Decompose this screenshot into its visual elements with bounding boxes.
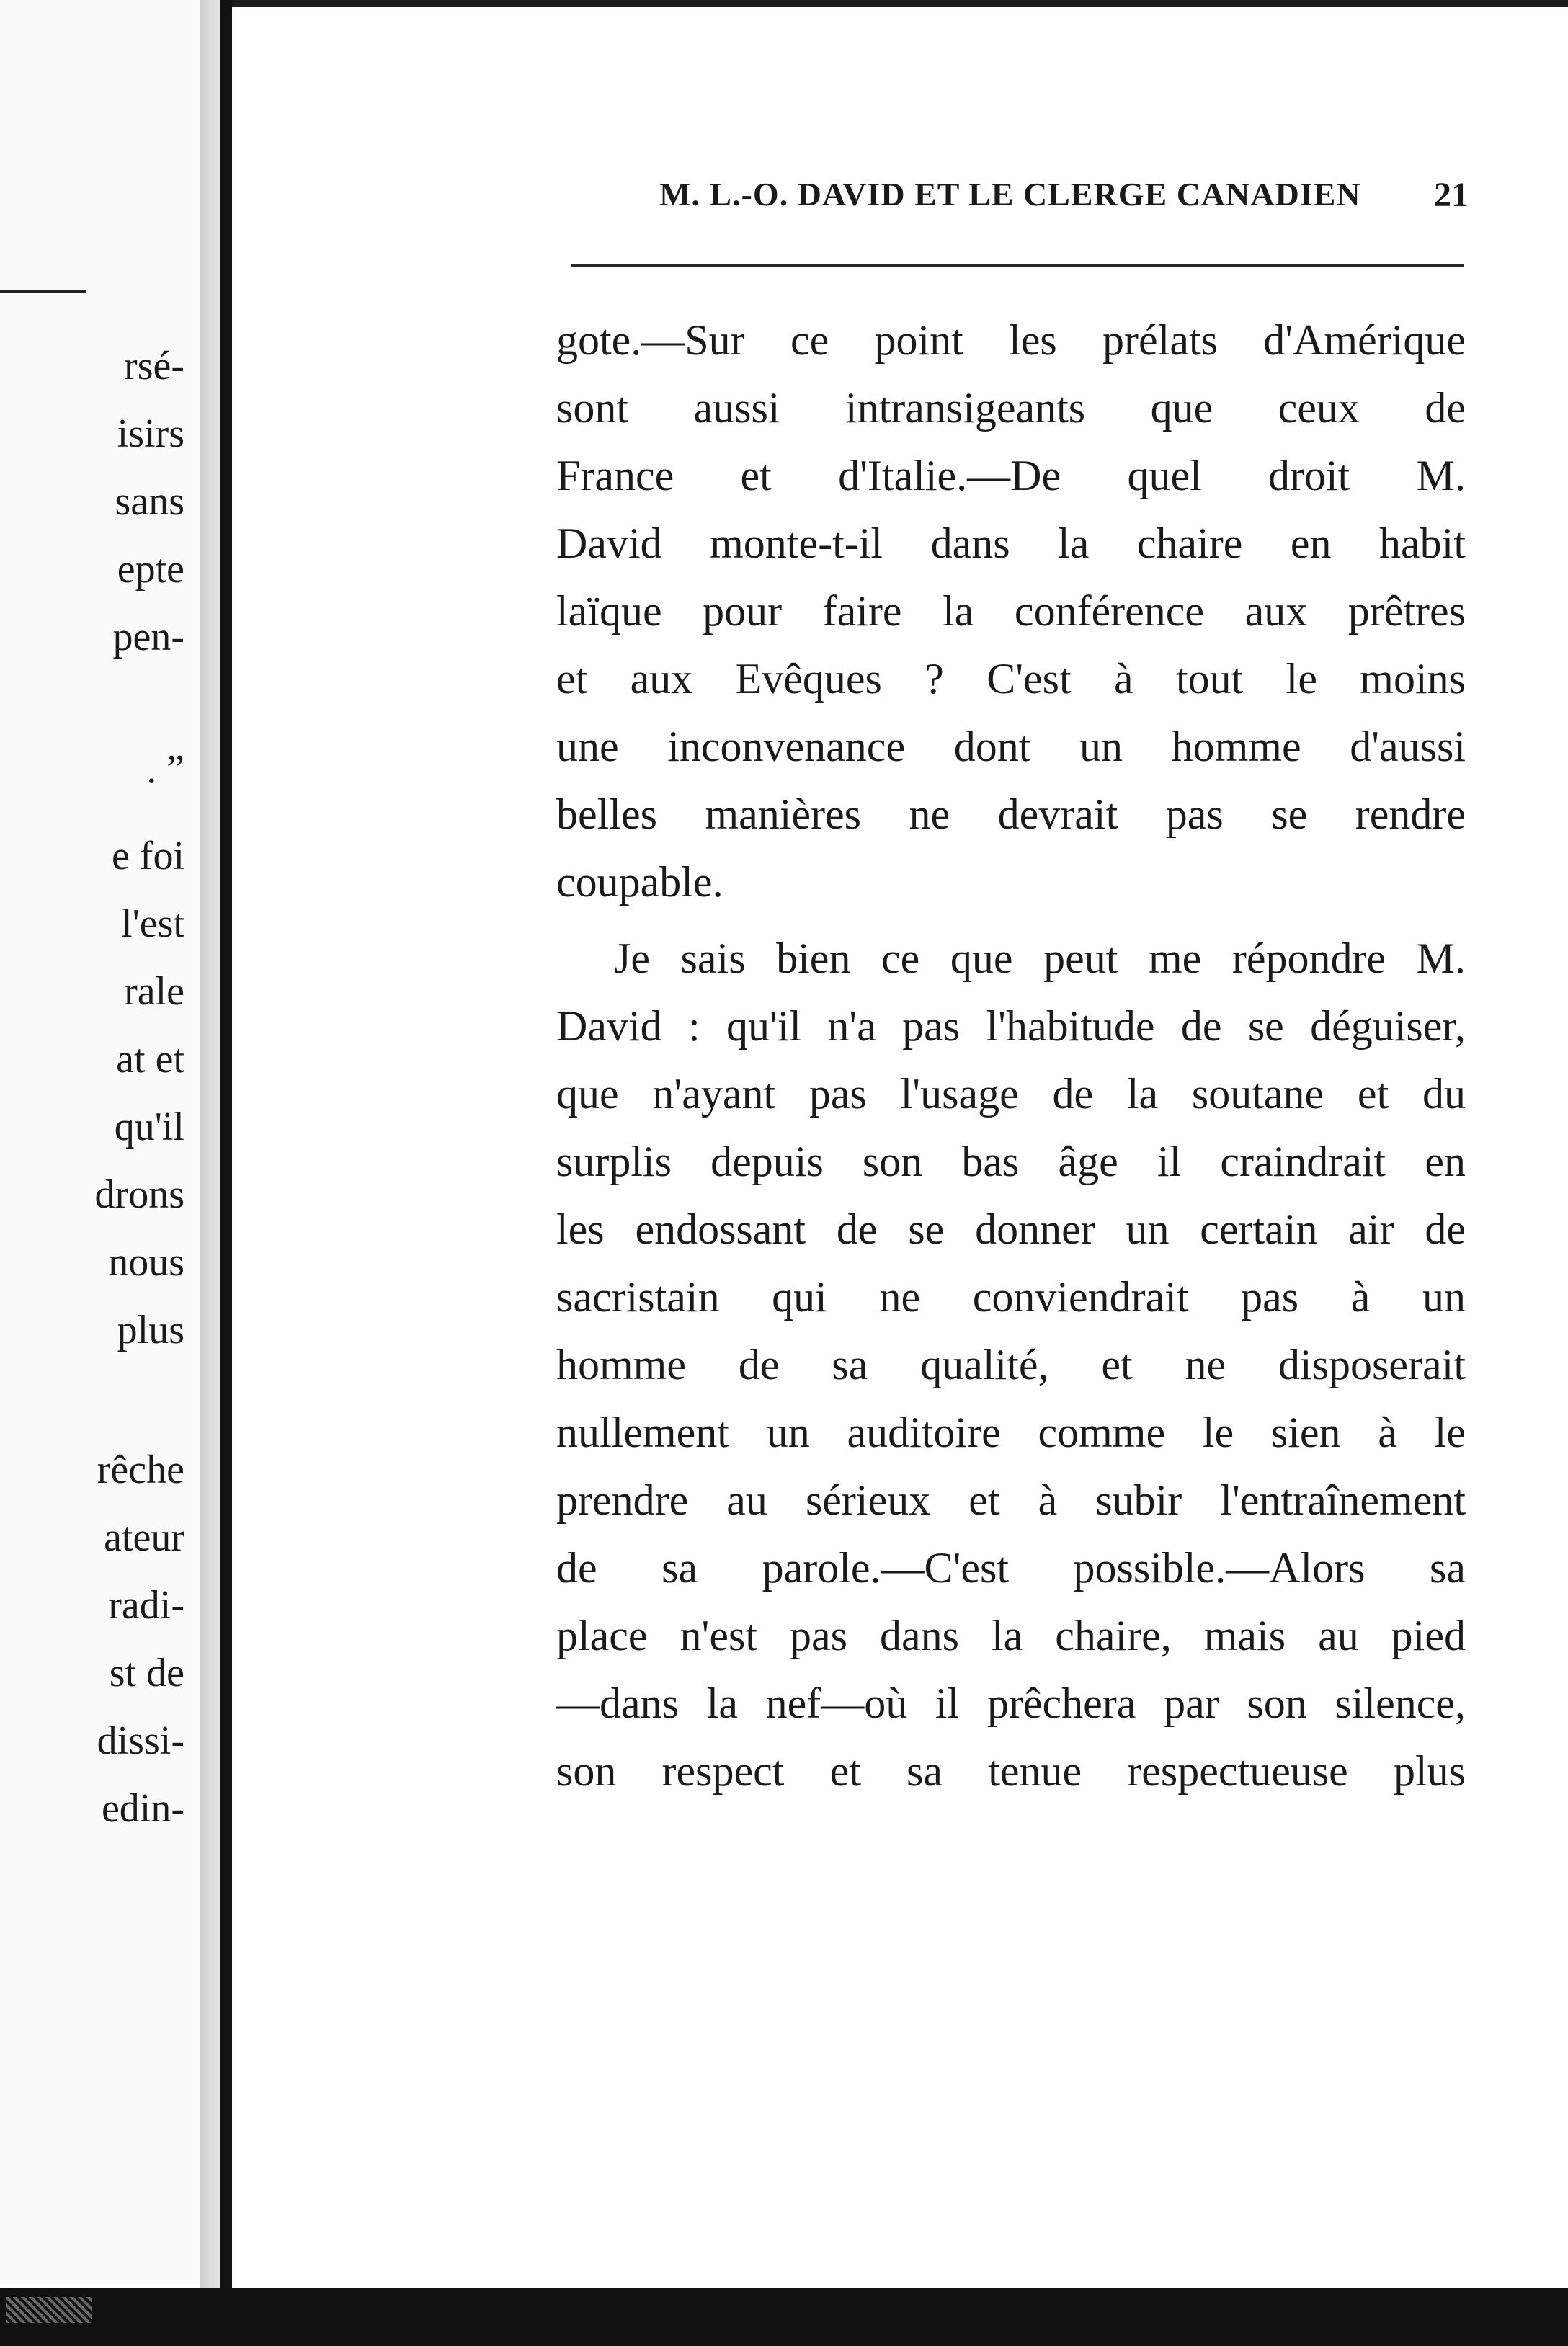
body-line: belles manières ne devrait pas se rendre [556, 790, 1466, 838]
left-page-line: plus [117, 1308, 184, 1352]
left-page-line: at et [116, 1037, 184, 1081]
running-head-title: M. L.-O. DAVID ET LE CLERGE CANADIEN [659, 176, 1361, 213]
left-page-line: epte [117, 547, 184, 592]
body-line: David : qu'il n'a pas l'habitude de se déguiser, [556, 1002, 1466, 1050]
left-page-line: rsé- [124, 344, 184, 388]
left-page-line: rêche [97, 1448, 184, 1492]
book-spine [220, 0, 232, 2288]
left-page-line: dissi- [97, 1718, 184, 1763]
body-line: sont aussi intransigeants que ceux de [556, 384, 1466, 432]
body-line: coupable. [556, 858, 723, 906]
body-line: Je sais bien ce que peut me répondre M. [614, 935, 1466, 982]
left-page-line: edin- [101, 1786, 184, 1831]
left-page-line: . ” [146, 747, 184, 792]
left-page-line: pen- [112, 615, 184, 659]
left-facing-page [0, 0, 200, 2284]
body-line: une inconvenance dont un homme d'aussi [556, 723, 1466, 770]
left-page-line: st de [109, 1651, 184, 1695]
body-line: les endossant de se donner un certain air de [556, 1205, 1466, 1253]
left-page-line: nous [108, 1240, 184, 1285]
scan-pattern [6, 2297, 92, 2323]
left-page-line: qu'il [114, 1105, 184, 1149]
body-line: surplis depuis son bas âge il craindrait en [556, 1138, 1466, 1185]
body-line: son respect et sa tenue respectueuse plus [556, 1747, 1466, 1795]
body-line: nullement un auditoire comme le sien à le [556, 1409, 1466, 1456]
body-line: France et d'Italie.—De quel droit M. [556, 452, 1466, 499]
left-page-line: isirs [117, 411, 184, 456]
body-line: —dans la nef—où il prêchera par son silence, [556, 1680, 1466, 1727]
page-number: 21 [1434, 176, 1469, 214]
body-line: sacristain qui ne conviendrait pas à un [556, 1273, 1466, 1321]
main-page [232, 7, 1568, 2288]
body-line: et aux Evêques ? C'est à tout le moins [556, 655, 1466, 703]
left-page-line: ateur [104, 1515, 184, 1560]
body-line: homme de sa qualité, et ne disposerait [556, 1341, 1466, 1388]
left-page-line: radi- [108, 1583, 184, 1628]
body-line: place n'est pas dans la chaire, mais au pied [556, 1612, 1466, 1659]
left-page-line: drons [94, 1172, 184, 1217]
top-scan-edge [232, 0, 1568, 7]
bottom-scan-edge [0, 2288, 1568, 2346]
left-page-line: l'est [121, 901, 184, 946]
body-line: David monte-t-il dans la chaire en habit [556, 519, 1466, 567]
left-page-line: sans [115, 479, 184, 524]
body-line: prendre au sérieux et à subir l'entraînement [556, 1476, 1466, 1524]
left-page-line: e foi [111, 834, 184, 878]
body-line: de sa parole.—C'est possible.—Alors sa [556, 1544, 1466, 1592]
header-rule [571, 264, 1464, 267]
body-line: gote.—Sur ce point les prélats d'Amérique [556, 316, 1466, 364]
left-page-line: rale [124, 969, 184, 1014]
left-page-rule [0, 290, 86, 293]
body-line: que n'ayant pas l'usage de la soutane et du [556, 1070, 1466, 1118]
body-line: laïque pour faire la conférence aux prêtres [556, 587, 1466, 635]
